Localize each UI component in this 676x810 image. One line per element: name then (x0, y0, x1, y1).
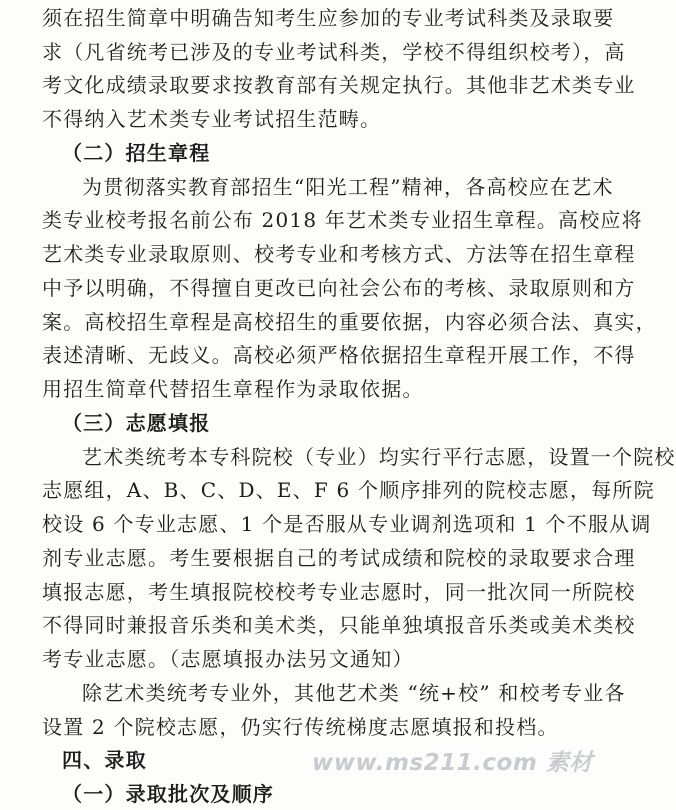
text-line: 不得纳入艺术类专业考试招生范畴。 (42, 107, 382, 132)
text-line: 表述清晰、无歧义。高校必须严格依据招生章程开展工作，不得 (42, 343, 636, 368)
text-line: 剂专业志愿。考生要根据自己的考试成绩和院校的录取要求合理 (42, 545, 636, 570)
text-line: 考文化成绩录取要求按教育部有关规定执行。其他非艺术类专业 (42, 73, 636, 98)
text-line: 案。高校招生章程是高校招生的重要依据，内容必须合法、真实， (42, 309, 657, 334)
text-line: 类专业校考报名前公布 2018 年艺术类专业招生章程。高校应将 (42, 208, 643, 233)
text-line: 为贯彻落实教育部招生“阳光工程”精神，各高校应在艺术 (82, 174, 614, 199)
section-heading-charter: （二）招生章程 (62, 140, 211, 165)
section-heading-application: （三）志愿填报 (62, 410, 211, 435)
text-line: 考专业志愿。（志愿填报办法另文通知） (42, 647, 414, 672)
text-line: 设置 2 个院校志愿，仍实行传统梯度志愿填报和投档。 (42, 714, 559, 739)
text-line: 艺术类专业录取原则、校考专业和考核方式、方法等在招生章程 (42, 242, 636, 267)
text-line: 志愿组，A、B、C、D、E、F 6 个顺序排列的院校志愿，每所院 (42, 478, 655, 503)
text-line: 用招生简章代替招生章程作为录取依据。 (42, 377, 424, 402)
text-line: 艺术类统考本专科院校（专业）均实行平行志愿，设置一个院校 (82, 444, 676, 469)
text-line: 不得同时兼报音乐类和美术类，只能单独填报音乐类或美术类校 (42, 613, 636, 638)
text-line: 除艺术类统考专业外，其他艺术类 “统+校” 和校考专业各 (82, 680, 626, 705)
text-line: 须在招生简章中明确告知考生应参加的专业考试科类及录取要 (42, 6, 615, 30)
section-heading-admission: 四、录取 (62, 748, 147, 773)
subsection-heading-batches: （一）录取批次及顺序 (62, 782, 274, 806)
text-line: 校设 6 个专业志愿、1 个是否服从专业调剂选项和 1 个不服从调 (42, 512, 652, 537)
text-line: 填报志愿，考生填报院校校考专业志愿时，同一批次同一所院校 (42, 579, 636, 604)
watermark-text: www.ms211.com 素材 (312, 750, 593, 777)
text-line: 中予以明确，不得擅自更改已向社会公布的考核、录取原则和方 (42, 275, 636, 300)
text-line: 求（凡省统考已涉及的专业考试科类，学校不得组织校考），高 (42, 39, 626, 64)
